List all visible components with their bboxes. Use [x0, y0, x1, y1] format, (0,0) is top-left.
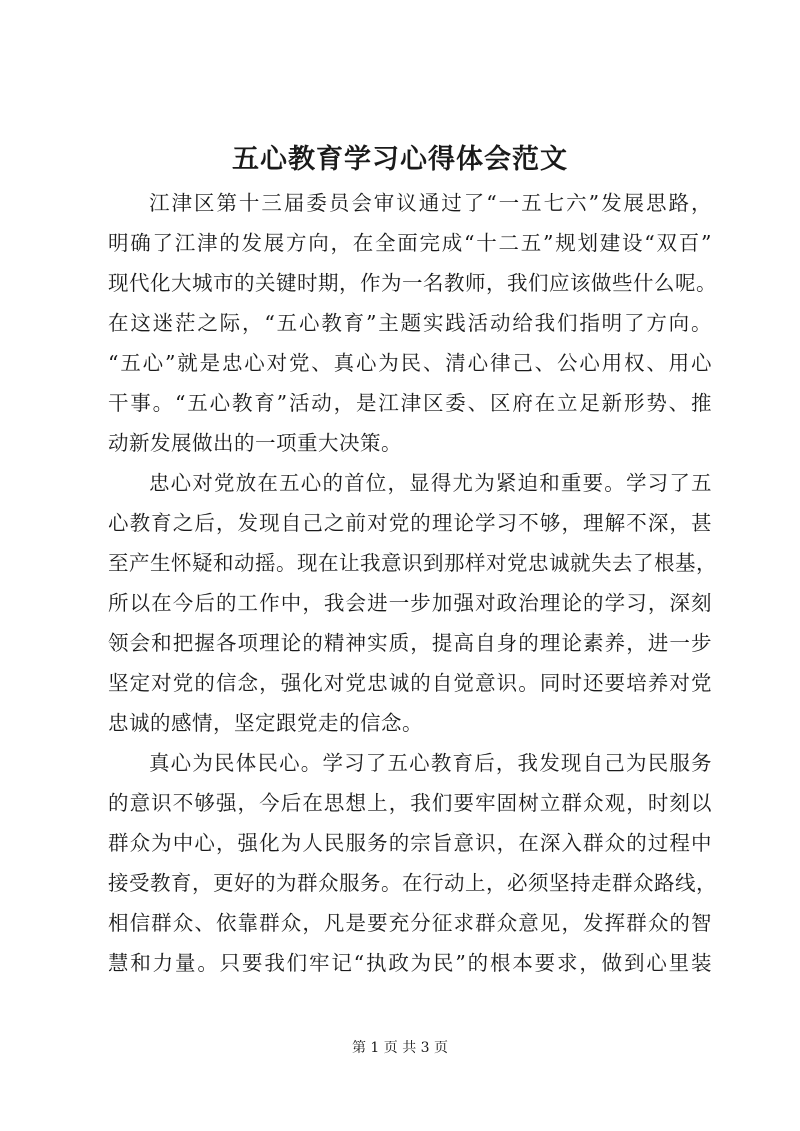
- text-line: 干事。“五心教育”活动，是江津区委、区府在立足新形势、推: [108, 391, 712, 415]
- document-body: [108, 183, 717, 983]
- text-line: 群众为中心，强化为人民服务的宗旨意识，在深入群众的过程中: [108, 831, 712, 855]
- text-line: 明确了江津的发展方向，在全面完成“十二五”规划建设“双百”: [108, 231, 712, 255]
- paragraph: [108, 743, 717, 983]
- text-line: 领会和把握各项理论的精神实质，提高自身的理论素养，进一步: [108, 631, 712, 655]
- text-line: 心教育之后，发现自己之前对党的理论学习不够，理解不深，甚: [108, 511, 712, 535]
- text-line: 忠心对党放在五心的首位，显得尤为紧迫和重要。学习了五: [149, 471, 712, 495]
- text-line: 现代化大城市的关键时期，作为一名教师，我们应该做些什么呢。: [108, 271, 717, 295]
- text-line: 真心为民体民心。学习了五心教育后，我发现自己为民服务: [149, 751, 712, 775]
- text-line: 江津区第十三届委员会审议通过了“一五七六”发展思路，: [149, 191, 712, 215]
- page-footer: 第 1 页 共 3 页: [351, 1040, 449, 1056]
- text-line: 慧和力量。只要我们牢记“执政为民”的根本要求，做到心里装: [108, 951, 712, 975]
- paragraph: [108, 183, 717, 463]
- text-line: 相信群众、依靠群众，凡是要充分征求群众意见，发挥群众的智: [108, 911, 712, 935]
- text-line: 在这迷茫之际，“五心教育”主题实践活动给我们指明了方向。: [108, 311, 712, 335]
- text-line: 忠诚的感情，坚定跟党走的信念。: [108, 711, 423, 735]
- text-line: 动新发展做出的一项重大决策。: [108, 431, 402, 455]
- paragraph: [108, 463, 717, 743]
- text-line: 坚定对党的信念，强化对党忠诚的自觉意识。同时还要培养对党: [108, 671, 712, 695]
- document-title: 五心教育学习心得体会范文: [232, 144, 568, 175]
- text-line: 所以在今后的工作中，我会进一步加强对政治理论的学习，深刻: [108, 591, 712, 615]
- text-line: 接受教育，更好的为群众服务。在行动上，必须坚持走群众路线，: [108, 871, 717, 895]
- text-line: 的意识不够强，今后在思想上，我们要牢固树立群众观，时刻以: [108, 791, 712, 815]
- text-line: “五心”就是忠心对党、真心为民、清心律己、公心用权、用心: [108, 351, 712, 375]
- text-line: 至产生怀疑和动摇。现在让我意识到那样对党忠诚就失去了根基，: [108, 551, 717, 575]
